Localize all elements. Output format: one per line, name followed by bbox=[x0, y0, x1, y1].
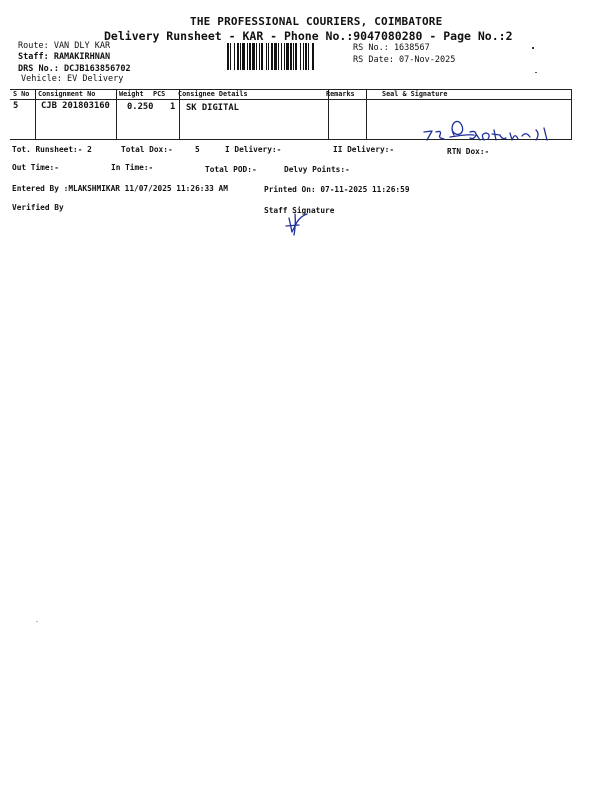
printed-on: Printed On: 07-11-2025 11:26:59 bbox=[264, 185, 410, 194]
speck-mark bbox=[532, 47, 534, 49]
total-dox-value: 5 bbox=[195, 145, 200, 154]
total-dox-label: Total Dox:- bbox=[121, 145, 173, 154]
speck-mark bbox=[535, 72, 537, 73]
row-consignment: CJB 201803160 bbox=[41, 101, 110, 111]
route-label: Route: VAN DLY KAR bbox=[18, 41, 111, 51]
col-header-seal: Seal & Signature bbox=[382, 90, 448, 98]
i-delivery: I Delivery:- bbox=[225, 145, 282, 154]
rtn-dox: RTN Dox:- bbox=[447, 147, 490, 156]
staff-signature-label: Staff Signature bbox=[264, 206, 335, 215]
barcode-image bbox=[227, 43, 347, 70]
staff-label: Staff: RAMAKIRHNAN bbox=[18, 52, 111, 62]
company-name: THE PROFESSIONAL COURIERS, COIMBATORE bbox=[190, 15, 443, 28]
tot-runsheet: Tot. Runsheet:- 2 bbox=[12, 145, 92, 154]
col-header-remarks: Remarks bbox=[326, 90, 355, 98]
delvy-points: Delvy Points:- bbox=[284, 165, 350, 174]
page-title: Delivery Runsheet - KAR - Phone No.:9047080280 - Page No.:2 bbox=[104, 29, 513, 43]
vehicle-label: Vehicle: EV Delivery bbox=[21, 74, 124, 84]
speck-mark bbox=[36, 621, 38, 622]
drs-number: DRS No.: DCJB163856702 bbox=[18, 64, 131, 74]
row-pcs: 1 bbox=[170, 102, 176, 112]
verified-by: Verified By bbox=[12, 203, 64, 212]
row-consignee: SK DIGITAL bbox=[186, 103, 239, 113]
col-header-consignment: Consignment No bbox=[38, 90, 96, 98]
row-weight: 0.250 bbox=[127, 102, 154, 112]
handwritten-signature-image bbox=[418, 118, 558, 144]
col-header-consignee: Consignee Details bbox=[178, 90, 248, 98]
out-time: Out Time:- bbox=[12, 163, 59, 172]
rs-date: RS Date: 07-Nov-2025 bbox=[353, 55, 456, 65]
col-header-sno: S No bbox=[13, 90, 30, 98]
staff-signature-image bbox=[283, 210, 313, 238]
row-sno: 5 bbox=[13, 101, 19, 111]
ii-delivery: II Delivery:- bbox=[333, 145, 395, 154]
col-header-pcs: PCS bbox=[153, 90, 166, 98]
total-pod: Total POD:- bbox=[205, 165, 257, 174]
rs-number: RS No.: 1638567 bbox=[353, 43, 430, 53]
col-header-weight: Weight bbox=[119, 90, 144, 98]
entered-by: Entered By :MLAKSHMIKAR 11/07/2025 11:26:33 AM bbox=[12, 184, 228, 193]
in-time: In Time:- bbox=[111, 163, 154, 172]
